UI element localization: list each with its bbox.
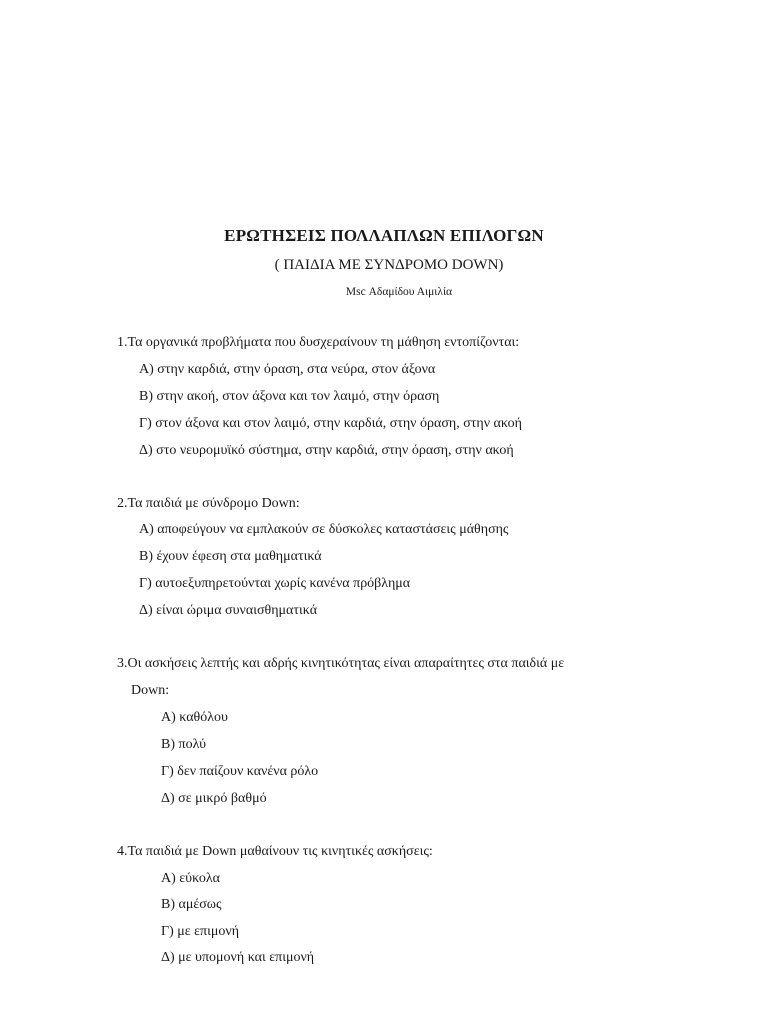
question-1-option-b: Β) στην ακοή, στον άξονα και τον λαιμό, στην όραση	[139, 389, 440, 404]
question-2-option-d: Δ) είναι ώριμα συναισθηματικά	[139, 603, 318, 618]
question-4-option-c: Γ) με επιμονή	[161, 924, 240, 939]
question-3-option-a: Α) καθόλου	[161, 710, 228, 725]
document-subtitle: ( ΠΑΙΔΙΑ ΜΕ ΣΥΝΔΡΟΜΟ DOWN)	[274, 257, 504, 273]
question-3-option-b: Β) πολύ	[161, 737, 207, 752]
question-1-option-c: Γ) στον άξονα και στον λαιμό, στην καρδιά, στην όραση, στην ακοή	[139, 416, 522, 431]
question-2-text: 2.Τα παιδιά με σύνδρομο Down:	[117, 496, 300, 511]
question-4-text: 4.Τα παιδιά με Down μαθαίνουν τις κινητικές ασκήσεις:	[117, 844, 433, 859]
question-1-option-a: Α) στην καρδιά, στην όραση, στα νεύρα, στον άξονα	[139, 362, 436, 377]
question-1-text: 1.Τα οργανικά προβλήματα που δυσχεραίνουν τη μάθηση εντοπίζονται:	[117, 335, 520, 350]
question-3-option-c: Γ) δεν παίζουν κανένα ρόλο	[161, 764, 319, 779]
document-title: ΕΡΩΤΗΣΕΙΣ ΠΟΛΛΑΠΛΩΝ ΕΠΙΛΟΓΩΝ	[224, 226, 544, 245]
question-3-text: 3.Οι ασκήσεις λεπτής και αδρής κινητικότητας είναι απαραίτητες στα παιδιά με	[117, 656, 565, 671]
question-4-option-d: Δ) με υπομονή και επιμονή	[161, 950, 315, 965]
question-3-option-d: Δ) σε μικρό βαθμό	[161, 791, 267, 806]
question-4-option-a: Α) εύκολα	[161, 871, 220, 886]
document-author: Msc Αδαμίδου Αιμιλία	[345, 286, 453, 298]
question-2-option-a: Α) αποφεύγουν να εμπλακούν σε δύσκολες καταστάσεις μάθησης	[139, 522, 509, 537]
question-4-option-b: Β) αμέσως	[161, 897, 222, 912]
question-1-option-d: Δ) στο νευρομυϊκό σύστημα, στην καρδιά, στην όραση, στην ακοή	[139, 443, 514, 458]
question-2-option-b: Β) έχουν έφεση στα μαθηματικά	[139, 549, 322, 564]
question-2-option-c: Γ) αυτοεξυπηρετούνται χωρίς κανένα πρόβλημα	[139, 576, 411, 591]
question-3-text-continued: Down:	[131, 683, 170, 698]
